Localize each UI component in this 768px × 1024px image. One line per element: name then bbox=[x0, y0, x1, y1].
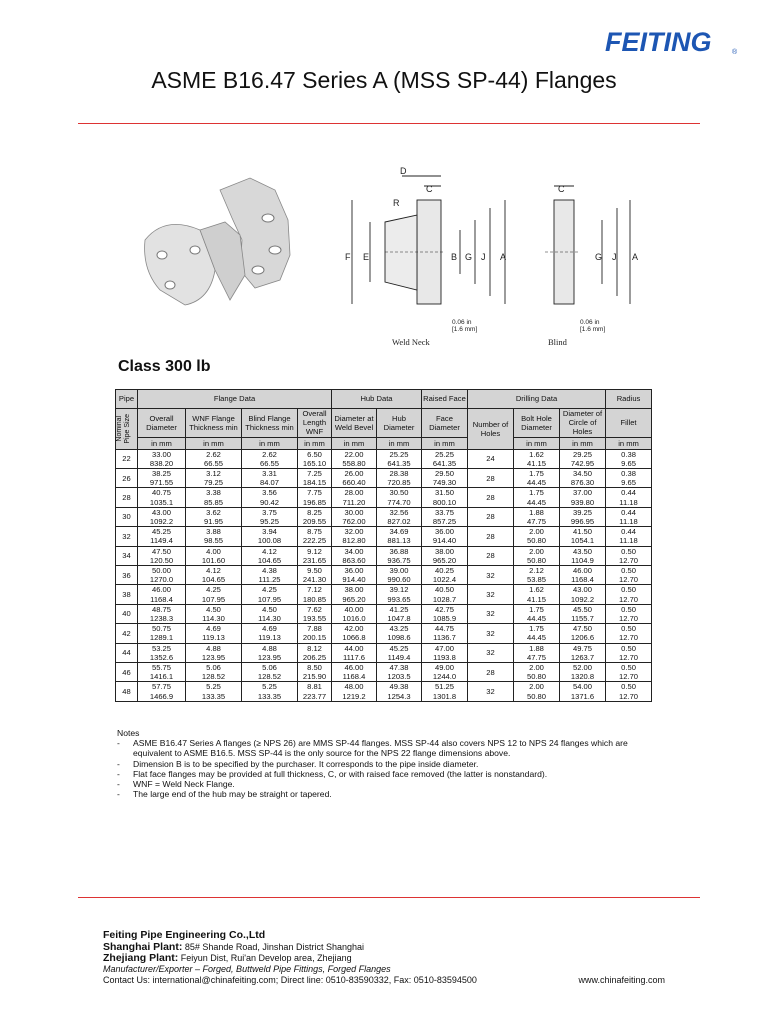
cell-holes: 32 bbox=[468, 585, 514, 604]
cell-wnf: 5.25 133.35 bbox=[186, 682, 242, 701]
cell-weld: 22.00 558.80 bbox=[332, 449, 377, 468]
cell-hub: 32.56 827.02 bbox=[377, 507, 422, 526]
cell-wnf: 3.12 79.25 bbox=[186, 469, 242, 488]
group-raised-face: Raised Face bbox=[422, 390, 468, 409]
cell-blind: 3.75 95.25 bbox=[242, 507, 298, 526]
brand-logo-mark: ® bbox=[732, 49, 738, 56]
cell-circle: 39.25 996.95 bbox=[560, 507, 606, 526]
cell-face: 47.00 1193.8 bbox=[422, 643, 468, 662]
cell-bolt: 1.75 44.45 bbox=[514, 488, 560, 507]
cell-bolt: 2.00 50.80 bbox=[514, 546, 560, 565]
svg-text:F: F bbox=[345, 252, 351, 262]
svg-text:[1.6 mm]: [1.6 mm] bbox=[452, 326, 478, 333]
label-blind: Blind bbox=[548, 337, 567, 347]
cell-wnf: 4.69 119.13 bbox=[186, 624, 242, 643]
note-item: - Flat face flanges may be provided at full thickness, C, or with raised face removed (the latter is nonstandard). bbox=[117, 768, 548, 779]
unit-cell: in mm bbox=[606, 437, 652, 449]
cell-face: 49.00 1244.0 bbox=[422, 663, 468, 682]
shanghai-label: Shanghai Plant: bbox=[103, 941, 183, 953]
cell-hub: 28.38 720.85 bbox=[377, 469, 422, 488]
cell-circle: 43.50 1104.9 bbox=[560, 546, 606, 565]
cell-nps: 42 bbox=[116, 624, 138, 643]
col-blind-thickness: Blind Flange Thickness min bbox=[242, 409, 298, 438]
table-row bbox=[116, 585, 652, 604]
cell-weld: 32.00 812.80 bbox=[332, 527, 377, 546]
cell-holes: 28 bbox=[468, 546, 514, 565]
cell-hub: 49.38 1254.3 bbox=[377, 682, 422, 701]
blind-flange-drawing bbox=[545, 184, 638, 347]
cell-bolt: 1.75 44.45 bbox=[514, 469, 560, 488]
cell-od: 48.75 1238.3 bbox=[138, 604, 186, 623]
cell-hub: 43.25 1098.6 bbox=[377, 624, 422, 643]
cell-holes: 32 bbox=[468, 643, 514, 662]
cell-weld: 26.00 660.40 bbox=[332, 469, 377, 488]
cell-hub: 45.25 1149.4 bbox=[377, 643, 422, 662]
unit-cell: in mm bbox=[298, 437, 332, 449]
cell-holes: 28 bbox=[468, 507, 514, 526]
cell-face: 40.25 1022.4 bbox=[422, 566, 468, 585]
svg-text:C: C bbox=[558, 184, 565, 194]
cell-weld: 46.00 1168.4 bbox=[332, 663, 377, 682]
table-row bbox=[116, 663, 652, 682]
cell-bolt: 2.00 50.80 bbox=[514, 527, 560, 546]
cell-wnf: 3.38 85.85 bbox=[186, 488, 242, 507]
cell-od: 33.00 838.20 bbox=[138, 449, 186, 468]
cell-circle: 46.00 1168.4 bbox=[560, 566, 606, 585]
cell-len: 8.25 209.55 bbox=[298, 507, 332, 526]
col-holes: Number of Holes bbox=[468, 409, 514, 450]
svg-text:[1.6 mm]: [1.6 mm] bbox=[580, 326, 606, 333]
cell-blind: 3.56 90.42 bbox=[242, 488, 298, 507]
cell-hub: 34.69 881.13 bbox=[377, 527, 422, 546]
svg-text:J: J bbox=[481, 252, 486, 262]
cell-circle: 52.00 1320.8 bbox=[560, 663, 606, 682]
cell-holes: 32 bbox=[468, 624, 514, 643]
cell-face: 40.50 1028.7 bbox=[422, 585, 468, 604]
cell-wnf: 4.12 104.65 bbox=[186, 566, 242, 585]
unit-cell: in mm bbox=[138, 437, 186, 449]
cell-wnf: 4.50 114.30 bbox=[186, 604, 242, 623]
flange-3d-illustration bbox=[145, 178, 290, 305]
cell-wnf: 4.00 101.60 bbox=[186, 546, 242, 565]
unit-cell: in mm bbox=[514, 437, 560, 449]
flange-dimension-table bbox=[115, 389, 652, 702]
table-row bbox=[116, 488, 652, 507]
table-row bbox=[116, 469, 652, 488]
cell-len: 7.88 200.15 bbox=[298, 624, 332, 643]
col-weld-bevel: Diameter at Weld Bevel bbox=[332, 409, 377, 438]
group-radius: Radius bbox=[606, 390, 652, 409]
cell-weld: 30.00 762.00 bbox=[332, 507, 377, 526]
cell-bolt: 1.75 44.45 bbox=[514, 604, 560, 623]
cell-nps: 38 bbox=[116, 585, 138, 604]
cell-blind: 3.94 100.08 bbox=[242, 527, 298, 546]
cell-holes: 32 bbox=[468, 566, 514, 585]
brand-logo-text: FEITING bbox=[605, 27, 712, 57]
cell-bolt: 2.00 50.80 bbox=[514, 682, 560, 701]
cell-fillet: 0.50 12.70 bbox=[606, 643, 652, 662]
cell-od: 55.75 1416.1 bbox=[138, 663, 186, 682]
cell-holes: 32 bbox=[468, 604, 514, 623]
manufacturer-line: Manufacturer/Exporter – Forged, Buttweld Pipe Fittings, Forged Flanges bbox=[103, 964, 391, 974]
cell-wnf: 4.88 123.95 bbox=[186, 643, 242, 662]
cell-fillet: 0.50 12.70 bbox=[606, 663, 652, 682]
svg-text:G: G bbox=[595, 252, 603, 262]
cell-hub: 25.25 641.35 bbox=[377, 449, 422, 468]
unit-cell: in mm bbox=[422, 437, 468, 449]
cell-face: 25.25 641.35 bbox=[422, 449, 468, 468]
website-link[interactable]: www.chinafeiting.com bbox=[578, 975, 665, 985]
svg-text:A: A bbox=[632, 252, 639, 262]
cell-bolt: 1.62 41.15 bbox=[514, 585, 560, 604]
zhejiang-address: Feiyun Dist, Rui'an Develop area, Zhejiang bbox=[180, 953, 352, 963]
footer bbox=[103, 929, 673, 986]
cell-od: 53.25 1352.6 bbox=[138, 643, 186, 662]
group-flange-data: Flange Data bbox=[138, 390, 332, 409]
cell-fillet: 0.50 12.70 bbox=[606, 682, 652, 701]
cell-bolt: 1.88 47.75 bbox=[514, 643, 560, 662]
cell-od: 47.50 120.50 bbox=[138, 546, 186, 565]
cell-face: 42.75 1085.9 bbox=[422, 604, 468, 623]
cell-face: 31.50 800.10 bbox=[422, 488, 468, 507]
cell-hub: 39.00 990.60 bbox=[377, 566, 422, 585]
cell-blind: 5.25 133.35 bbox=[242, 682, 298, 701]
table-row bbox=[116, 546, 652, 565]
group-hub-data: Hub Data bbox=[332, 390, 422, 409]
cell-blind: 4.25 107.95 bbox=[242, 585, 298, 604]
page-title: ASME B16.47 Series A (MSS SP-44) Flanges bbox=[151, 67, 617, 93]
cell-blind: 4.88 123.95 bbox=[242, 643, 298, 662]
cell-fillet: 0.44 11.18 bbox=[606, 488, 652, 507]
class-title: Class 300 lb bbox=[118, 358, 211, 375]
cell-face: 38.00 965.20 bbox=[422, 546, 468, 565]
svg-text:0.06 in: 0.06 in bbox=[452, 319, 472, 326]
cell-nps: 26 bbox=[116, 469, 138, 488]
label-weld-neck: Weld Neck bbox=[392, 337, 430, 347]
svg-text:C: C bbox=[426, 184, 433, 194]
cell-holes: 32 bbox=[468, 682, 514, 701]
cell-face: 36.00 914.40 bbox=[422, 527, 468, 546]
cell-wnf: 3.62 91.95 bbox=[186, 507, 242, 526]
cell-holes: 28 bbox=[468, 527, 514, 546]
cell-circle: 41.50 1054.1 bbox=[560, 527, 606, 546]
cell-weld: 44.00 1117.6 bbox=[332, 643, 377, 662]
svg-text:G: G bbox=[465, 252, 473, 262]
cell-wnf: 5.06 128.52 bbox=[186, 663, 242, 682]
table-row bbox=[116, 527, 652, 546]
unit-cell: in mm bbox=[560, 437, 606, 449]
cell-fillet: 0.38 9.65 bbox=[606, 449, 652, 468]
cell-len: 9.12 231.65 bbox=[298, 546, 332, 565]
cell-bolt: 2.12 53.85 bbox=[514, 566, 560, 585]
col-hub-diameter: Hub Diameter bbox=[377, 409, 422, 438]
svg-text:A: A bbox=[500, 252, 507, 262]
note-item: - The large end of the hub may be straight or tapered. bbox=[117, 789, 332, 800]
cell-nps: 32 bbox=[116, 527, 138, 546]
cell-fillet: 0.50 12.70 bbox=[606, 566, 652, 585]
cell-circle: 54.00 1371.6 bbox=[560, 682, 606, 701]
table-row bbox=[116, 566, 652, 585]
cell-bolt: 1.75 44.45 bbox=[514, 624, 560, 643]
cell-wnf: 3.88 98.55 bbox=[186, 527, 242, 546]
cell-fillet: 0.50 12.70 bbox=[606, 624, 652, 643]
cell-holes: 28 bbox=[468, 663, 514, 682]
cell-nps: 46 bbox=[116, 663, 138, 682]
cell-fillet: 0.50 12.70 bbox=[606, 546, 652, 565]
note-item: - Dimension B is to be specified by the purchaser. It corresponds to the pipe inside diameter. bbox=[117, 758, 479, 769]
table-row bbox=[116, 624, 652, 643]
cell-blind: 4.38 111.25 bbox=[242, 566, 298, 585]
cell-len: 9.50 241.30 bbox=[298, 566, 332, 585]
unit-cell: in mm bbox=[242, 437, 298, 449]
cell-nps: 30 bbox=[116, 507, 138, 526]
cell-fillet: 0.44 11.18 bbox=[606, 507, 652, 526]
cell-bolt: 2.00 50.80 bbox=[514, 663, 560, 682]
cell-blind: 5.06 128.52 bbox=[242, 663, 298, 682]
cell-bolt: 1.88 47.75 bbox=[514, 507, 560, 526]
col-od: Overall Diameter bbox=[138, 409, 186, 438]
note-item: - WNF = Weld Neck Flange. bbox=[117, 779, 235, 790]
zhejiang-label: Zhejiang Plant: bbox=[103, 952, 179, 964]
cell-blind: 2.62 66.55 bbox=[242, 449, 298, 468]
svg-text:E: E bbox=[363, 252, 370, 262]
brand-logo bbox=[605, 25, 740, 57]
cell-hub: 36.88 936.75 bbox=[377, 546, 422, 565]
unit-cell: in mm bbox=[186, 437, 242, 449]
cell-len: 7.25 184.15 bbox=[298, 469, 332, 488]
cell-face: 33.75 857.25 bbox=[422, 507, 468, 526]
cell-weld: 38.00 965.20 bbox=[332, 585, 377, 604]
cell-od: 43.00 1092.2 bbox=[138, 507, 186, 526]
cell-nps: 34 bbox=[116, 546, 138, 565]
cell-circle: 34.50 876.30 bbox=[560, 469, 606, 488]
group-pipe: Pipe bbox=[116, 390, 138, 409]
company-name: Feiting Pipe Engineering Co.,Ltd bbox=[103, 929, 266, 941]
cell-fillet: 0.50 12.70 bbox=[606, 604, 652, 623]
top-divider bbox=[78, 123, 700, 124]
cell-od: 46.00 1168.4 bbox=[138, 585, 186, 604]
unit-cell: in mm bbox=[377, 437, 422, 449]
svg-text:R: R bbox=[393, 198, 400, 208]
cell-wnf: 2.62 66.55 bbox=[186, 449, 242, 468]
cell-od: 57.75 1466.9 bbox=[138, 682, 186, 701]
svg-text:B: B bbox=[451, 252, 458, 262]
cell-hub: 47.38 1203.5 bbox=[377, 663, 422, 682]
cell-bolt: 1.62 41.15 bbox=[514, 449, 560, 468]
cell-weld: 36.00 914.40 bbox=[332, 566, 377, 585]
cell-len: 7.62 193.55 bbox=[298, 604, 332, 623]
contact-line: Contact Us: international@chinafeiting.com; Direct line: 0510-83590332, Fax: 0510-83594500 bbox=[103, 975, 477, 985]
cell-len: 7.75 196.85 bbox=[298, 488, 332, 507]
shanghai-address: 85# Shande Road, Jinshan District Shanghai bbox=[184, 942, 364, 952]
table-row bbox=[116, 604, 652, 623]
cell-circle: 47.50 1206.6 bbox=[560, 624, 606, 643]
weld-neck-drawing bbox=[345, 166, 506, 347]
col-length: Overall Length WNF bbox=[298, 409, 332, 438]
table-row bbox=[116, 682, 652, 701]
cell-len: 8.81 223.77 bbox=[298, 682, 332, 701]
notes-section bbox=[117, 728, 637, 799]
cell-len: 6.50 165.10 bbox=[298, 449, 332, 468]
cell-blind: 4.69 119.13 bbox=[242, 624, 298, 643]
cell-len: 8.12 206.25 bbox=[298, 643, 332, 662]
cell-fillet: 0.38 9.65 bbox=[606, 469, 652, 488]
cell-od: 50.75 1289.1 bbox=[138, 624, 186, 643]
cell-len: 8.50 215.90 bbox=[298, 663, 332, 682]
table-row bbox=[116, 643, 652, 662]
cell-face: 44.75 1136.7 bbox=[422, 624, 468, 643]
cell-circle: 49.75 1263.7 bbox=[560, 643, 606, 662]
cell-nps: 28 bbox=[116, 488, 138, 507]
cell-nps: 22 bbox=[116, 449, 138, 468]
cell-od: 45.25 1149.4 bbox=[138, 527, 186, 546]
svg-text:D: D bbox=[400, 166, 407, 176]
cell-blind: 3.31 84.07 bbox=[242, 469, 298, 488]
cell-wnf: 4.25 107.95 bbox=[186, 585, 242, 604]
col-fillet: Fillet bbox=[606, 409, 652, 438]
cell-holes: 24 bbox=[468, 449, 514, 468]
cell-circle: 37.00 939.80 bbox=[560, 488, 606, 507]
cell-nps: 44 bbox=[116, 643, 138, 662]
svg-text:0.06 in: 0.06 in bbox=[580, 319, 600, 326]
notes-heading: Notes bbox=[117, 728, 140, 738]
cell-weld: 34.00 863.60 bbox=[332, 546, 377, 565]
svg-text:J: J bbox=[612, 252, 617, 262]
group-drilling-data: Drilling Data bbox=[468, 390, 606, 409]
cell-nps: 36 bbox=[116, 566, 138, 585]
cell-circle: 43.00 1092.2 bbox=[560, 585, 606, 604]
cell-od: 50.00 1270.0 bbox=[138, 566, 186, 585]
col-wnf-thickness: WNF Flange Thickness min bbox=[186, 409, 242, 438]
cell-fillet: 0.50 12.70 bbox=[606, 585, 652, 604]
cell-len: 7.12 180.85 bbox=[298, 585, 332, 604]
cell-blind: 4.50 114.30 bbox=[242, 604, 298, 623]
unit-cell: in mm bbox=[332, 437, 377, 449]
cell-od: 38.25 971.55 bbox=[138, 469, 186, 488]
cell-weld: 28.00 711.20 bbox=[332, 488, 377, 507]
cell-weld: 42.00 1066.8 bbox=[332, 624, 377, 643]
col-bolt-hole: Bolt Hole Diameter bbox=[514, 409, 560, 438]
table-row bbox=[116, 507, 652, 526]
col-bolt-circle: Diameter of Circle of Holes bbox=[560, 409, 606, 438]
cell-holes: 28 bbox=[468, 469, 514, 488]
cell-nps: 48 bbox=[116, 682, 138, 701]
cell-hub: 41.25 1047.8 bbox=[377, 604, 422, 623]
cell-circle: 29.25 742.95 bbox=[560, 449, 606, 468]
flange-figure bbox=[140, 160, 660, 350]
bottom-divider bbox=[78, 897, 700, 898]
cell-weld: 48.00 1219.2 bbox=[332, 682, 377, 701]
cell-holes: 28 bbox=[468, 488, 514, 507]
cell-fillet: 0.44 11.18 bbox=[606, 527, 652, 546]
cell-hub: 39.12 993.65 bbox=[377, 585, 422, 604]
cell-hub: 30.50 774.70 bbox=[377, 488, 422, 507]
cell-nps: 40 bbox=[116, 604, 138, 623]
cell-len: 8.75 222.25 bbox=[298, 527, 332, 546]
cell-face: 29.50 749.30 bbox=[422, 469, 468, 488]
table-row bbox=[116, 449, 652, 468]
col-face-diameter: Face Diameter bbox=[422, 409, 468, 438]
cell-face: 51.25 1301.8 bbox=[422, 682, 468, 701]
cell-weld: 40.00 1016.0 bbox=[332, 604, 377, 623]
cell-blind: 4.12 104.65 bbox=[242, 546, 298, 565]
cell-od: 40.75 1035.1 bbox=[138, 488, 186, 507]
col-nps: Nominal Pipe Size bbox=[116, 409, 138, 450]
note-item: - ASME B16.47 Series A flanges (≥ NPS 26) are MMS SP-44 flanges. MSS SP-44 also covers NPS 12 to NPS 24 flanges which are equivalent to ASME B16.5. MSS SP-44 is the only source for the NPS 22 flange dimensions above. bbox=[117, 738, 628, 759]
cell-circle: 45.50 1155.7 bbox=[560, 604, 606, 623]
